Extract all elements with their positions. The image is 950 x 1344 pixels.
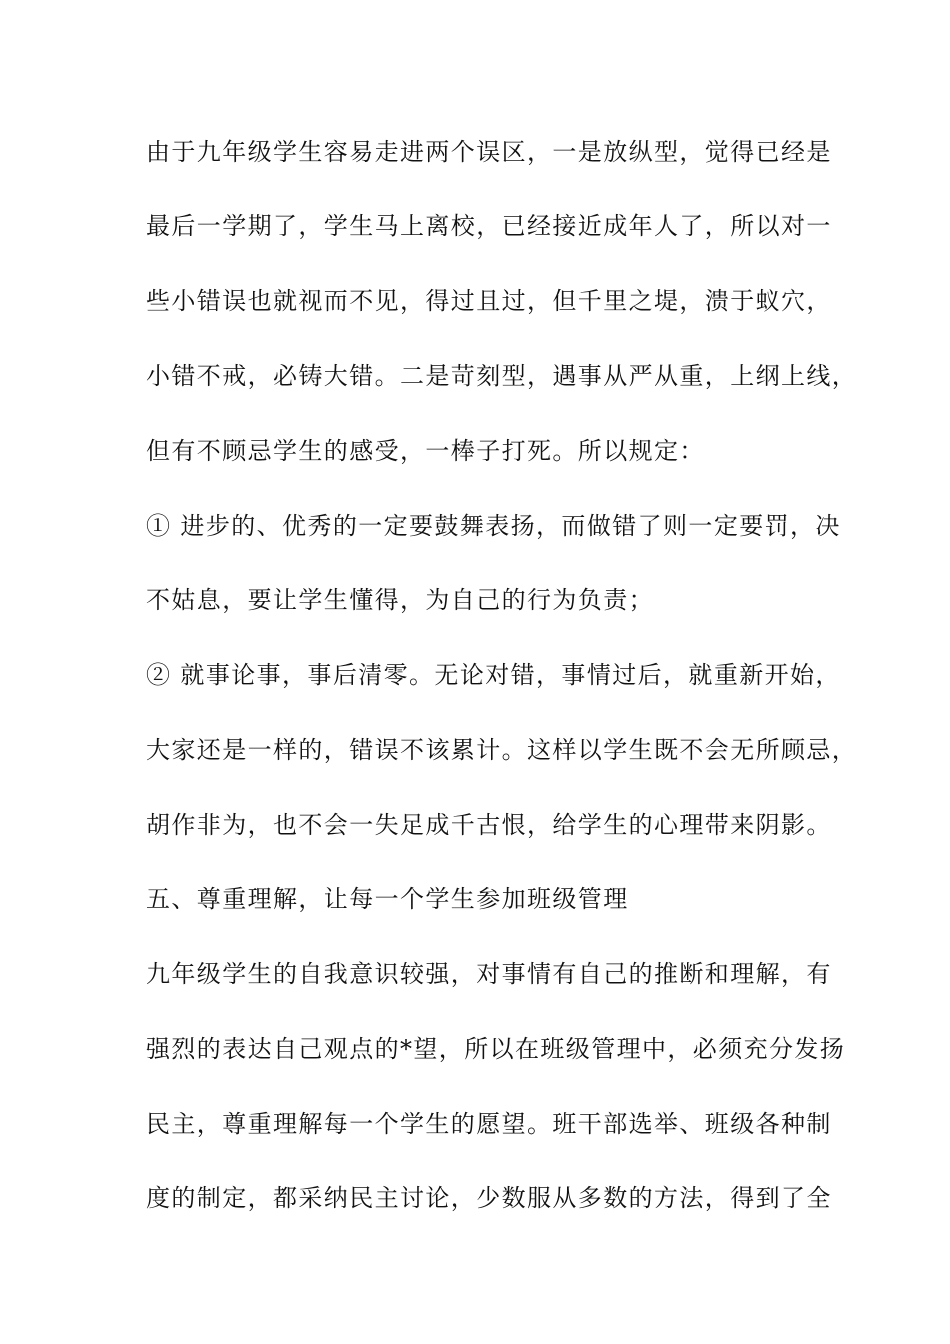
- text-line: 民主，尊重理解每一个学生的愿望。班干部选举、班级各种制: [146, 1110, 832, 1138]
- text-line: 强烈的表达自己观点的*望，所以在班级管理中，必须充分发扬: [146, 1035, 846, 1063]
- section-heading: 五、尊重理解，让每一个学生参加班级管理: [146, 885, 629, 913]
- text-line: 不姑息，要让学生懂得，为自己的行为负责；: [146, 586, 654, 614]
- text-line: 九年级学生的自我意识较强，对事情有自己的推断和理解，有: [146, 960, 832, 988]
- list-item-1: ① 进步的、优秀的一定要鼓舞表扬，而做错了则一定要罚，决: [146, 512, 841, 540]
- text-line: 但有不顾忌学生的感受，一棒子打死。所以规定：: [146, 437, 705, 465]
- text-line: 最后一学期了，学生马上离校，已经接近成年人了，所以对一: [146, 212, 832, 240]
- text-line: 度的制定，都采纳民主讨论，少数服从多数的方法，得到了全: [146, 1184, 832, 1212]
- text-line: 小错不戒，必铸大错。二是苛刻型，遇事从严从重，上纲上线，: [146, 362, 858, 390]
- text-line: 些小错误也就视而不见，得过且过，但千里之堤，溃于蚁穴，: [146, 287, 832, 315]
- text-line: 胡作非为，也不会一失足成千古恨，给学生的心理带来阴影。: [146, 811, 832, 839]
- text-line: 由于九年级学生容易走进两个误区，一是放纵型，觉得已经是: [146, 138, 832, 166]
- list-item-2: ② 就事论事，事后清零。无论对错，事情过后，就重新开始，: [146, 661, 841, 689]
- text-line: 大家还是一样的，错误不该累计。这样以学生既不会无所顾忌，: [146, 736, 858, 764]
